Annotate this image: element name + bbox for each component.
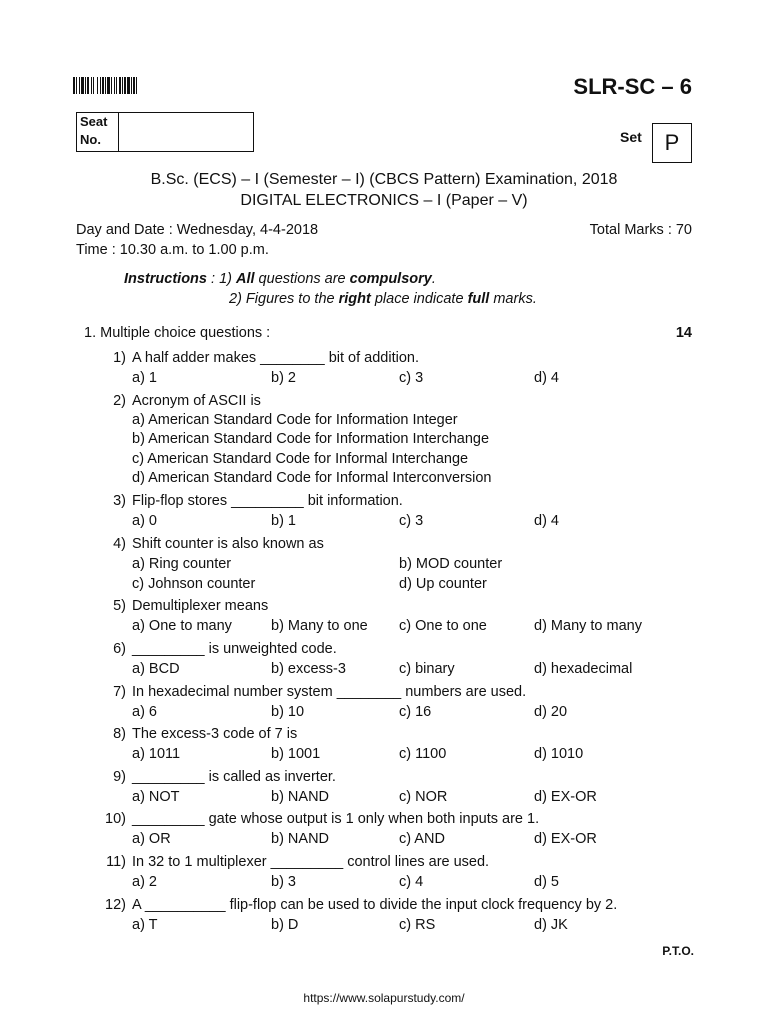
question-number: 8): [113, 726, 126, 743]
answer-option: a) NOT: [132, 788, 180, 805]
question-item: [0, 895, 768, 935]
paper-title: DIGITAL ELECTRONICS – I (Paper – V): [240, 192, 528, 209]
question-number: 3): [113, 493, 126, 510]
answer-option: c) Johnson counter: [132, 575, 256, 592]
question-number: 9): [113, 768, 126, 785]
answer-option: b) NAND: [271, 788, 330, 805]
answer-option: b) Many to one: [271, 618, 368, 635]
set-label: Set: [620, 129, 642, 145]
answer-option: b) D: [271, 916, 299, 933]
answer-option: d) JK: [534, 916, 568, 933]
question-stem: [0, 852, 768, 872]
seat-number-field: [119, 113, 253, 151]
instruction-1-all: All: [236, 271, 255, 287]
answer-option: d) EX-OR: [534, 788, 597, 805]
instruction-2-end: marks.: [489, 291, 537, 307]
question-text: Flip-flop stores _________ bit information.: [132, 493, 403, 510]
exam-title: B.Sc. (ECS) – I (Semester – I) (CBCS Pattern) Examination, 2018: [150, 171, 618, 188]
paper-code: SLR-SC – 6: [573, 74, 692, 99]
instruction-1-mid: questions are: [254, 271, 350, 287]
answer-option: d) American Standard Code for Informal Interconversion: [132, 470, 492, 487]
question-stem: [0, 534, 768, 554]
answer-option: c) binary: [399, 660, 455, 677]
answer-option: b) 1001: [271, 746, 321, 763]
answer-option: c) 3: [399, 513, 424, 530]
seat-label-line1: Seat: [80, 114, 108, 129]
instructions-label: Instructions: [124, 271, 207, 287]
question-item: [0, 348, 768, 388]
section-heading: 1. Multiple choice questions :: [84, 325, 271, 341]
answer-option: c) American Standard Code for Informal Interchange: [132, 450, 469, 467]
instruction-2-full: full: [467, 291, 490, 307]
answer-option: d) 5: [534, 873, 559, 890]
instructions: [124, 269, 537, 309]
answer-option: b) American Standard Code for Information Interchange: [132, 431, 490, 448]
question-number: 4): [113, 535, 126, 552]
answer-option: a) 2: [132, 873, 157, 890]
day-date: Day and Date : Wednesday, 4-4-2018: [76, 222, 319, 238]
question-number: 2): [113, 392, 126, 409]
question-number: 5): [113, 598, 126, 615]
pto-label: P.T.O.: [662, 944, 694, 958]
option-row: [0, 872, 768, 892]
option-row: [0, 702, 768, 722]
option-row: [0, 915, 768, 935]
section-marks: 14: [675, 325, 692, 341]
question-item: [0, 809, 768, 849]
answer-option: d) hexadecimal: [534, 660, 633, 677]
option-row: [0, 829, 768, 849]
question-list: [0, 348, 768, 937]
question-number: 6): [113, 640, 126, 657]
answer-option: c) 4: [399, 873, 424, 890]
answer-option: c) NOR: [399, 788, 448, 805]
footer-url: https://www.solapurstudy.com/: [303, 991, 465, 1005]
instruction-line-1: [124, 269, 537, 289]
instruction-1-end: .: [431, 271, 436, 287]
seat-label-line2: No.: [80, 132, 101, 147]
question-text: _________ gate whose output is 1 only when both inputs are 1.: [132, 811, 540, 828]
option-row: [0, 744, 768, 764]
question-number: 1): [113, 350, 126, 366]
instruction-2-mid: place indicate: [370, 291, 468, 307]
question-text: In 32 to 1 multiplexer _________ control lines are used.: [132, 853, 490, 870]
option-row: [0, 511, 768, 531]
question-number: 10): [105, 811, 126, 828]
answer-option: d) 4: [534, 513, 559, 530]
question-number: 12): [105, 896, 126, 913]
exam-time: Time : 10.30 a.m. to 1.00 p.m.: [76, 242, 269, 258]
question-item: [0, 767, 768, 807]
seat-label: [77, 113, 119, 151]
question-text: _________ is called as inverter.: [132, 768, 336, 785]
option-row: [0, 659, 768, 679]
answer-option: a) 6: [132, 703, 157, 720]
answer-option: b) 1: [271, 513, 296, 530]
question-text: Demultiplexer means: [132, 598, 269, 615]
option-row: [0, 574, 768, 594]
answer-option: d) 4: [534, 370, 559, 386]
question-stem: [0, 596, 768, 616]
answer-option: c) 1100: [399, 746, 447, 763]
instruction-1-prefix: : 1): [206, 271, 236, 287]
question-item: [0, 852, 768, 892]
answer-option: a) One to many: [132, 618, 232, 635]
answer-option: d) Many to many: [534, 618, 642, 635]
option-row: [0, 616, 768, 636]
set-value-box: P: [652, 123, 692, 163]
option-list: [0, 411, 768, 489]
instruction-1-compulsory: compulsory: [349, 271, 432, 287]
question-item: [0, 724, 768, 764]
answer-option: c) 16: [399, 703, 432, 720]
instruction-line-2: [124, 289, 537, 309]
question-stem: [0, 348, 768, 368]
answer-option: b) 2: [271, 370, 296, 386]
answer-option: d) 20: [534, 703, 568, 720]
option-row: [0, 554, 768, 574]
answer-option: b) MOD counter: [399, 555, 503, 572]
answer-option: a) American Standard Code for Information Integer: [132, 411, 458, 428]
answer-option: b) NAND: [271, 831, 330, 848]
question-text: Shift counter is also known as: [132, 535, 324, 552]
question-item: [0, 391, 768, 489]
question-stem: [0, 391, 768, 411]
answer-option: a) T: [132, 916, 158, 933]
barcode: [73, 77, 187, 94]
question-text: The excess-3 code of 7 is: [132, 726, 298, 743]
answer-option: c) RS: [399, 916, 436, 933]
question-item: [0, 639, 768, 679]
question-stem: [0, 809, 768, 829]
question-stem: [0, 767, 768, 787]
question-item: [0, 534, 768, 594]
answer-option: a) OR: [132, 831, 171, 848]
question-stem: [0, 639, 768, 659]
question-text: Acronym of ASCII is: [132, 392, 261, 409]
option-row: [0, 787, 768, 807]
answer-option: b) 10: [271, 703, 305, 720]
answer-option: d) Up counter: [399, 575, 487, 592]
total-marks: Total Marks : 70: [589, 222, 692, 238]
question-text: A __________ flip-flop can be used to divide the input clock frequency by 2.: [132, 896, 618, 913]
question-number: 7): [113, 683, 126, 700]
question-text: A half adder makes ________ bit of addition.: [132, 350, 419, 366]
instruction-2-prefix: 2) Figures to the: [229, 291, 339, 307]
answer-option: a) 0: [132, 513, 157, 530]
question-text: _________ is unweighted code.: [132, 640, 337, 657]
question-stem: [0, 724, 768, 744]
answer-option: c) 3: [399, 370, 424, 386]
answer-option: b) excess-3: [271, 660, 346, 677]
answer-option: c) AND: [399, 831, 445, 848]
answer-option: d) 1010: [534, 746, 584, 763]
question-item: [0, 596, 768, 636]
answer-option: a) 1: [132, 370, 157, 386]
question-item: [0, 491, 768, 531]
answer-option: a) Ring counter: [132, 555, 232, 572]
seat-number-box: [76, 112, 254, 152]
answer-option: d) EX-OR: [534, 831, 597, 848]
instruction-2-right: right: [338, 291, 371, 307]
question-stem: [0, 682, 768, 702]
answer-option: c) One to one: [399, 618, 487, 635]
answer-option: a) BCD: [132, 660, 180, 677]
question-text: In hexadecimal number system ________ numbers are used.: [132, 683, 527, 700]
option-row: [0, 368, 768, 388]
question-stem: [0, 895, 768, 915]
question-item: [0, 682, 768, 722]
answer-option: b) 3: [271, 873, 296, 890]
answer-option: a) 1011: [132, 746, 181, 763]
question-stem: [0, 491, 768, 511]
question-number: 11): [106, 853, 126, 870]
